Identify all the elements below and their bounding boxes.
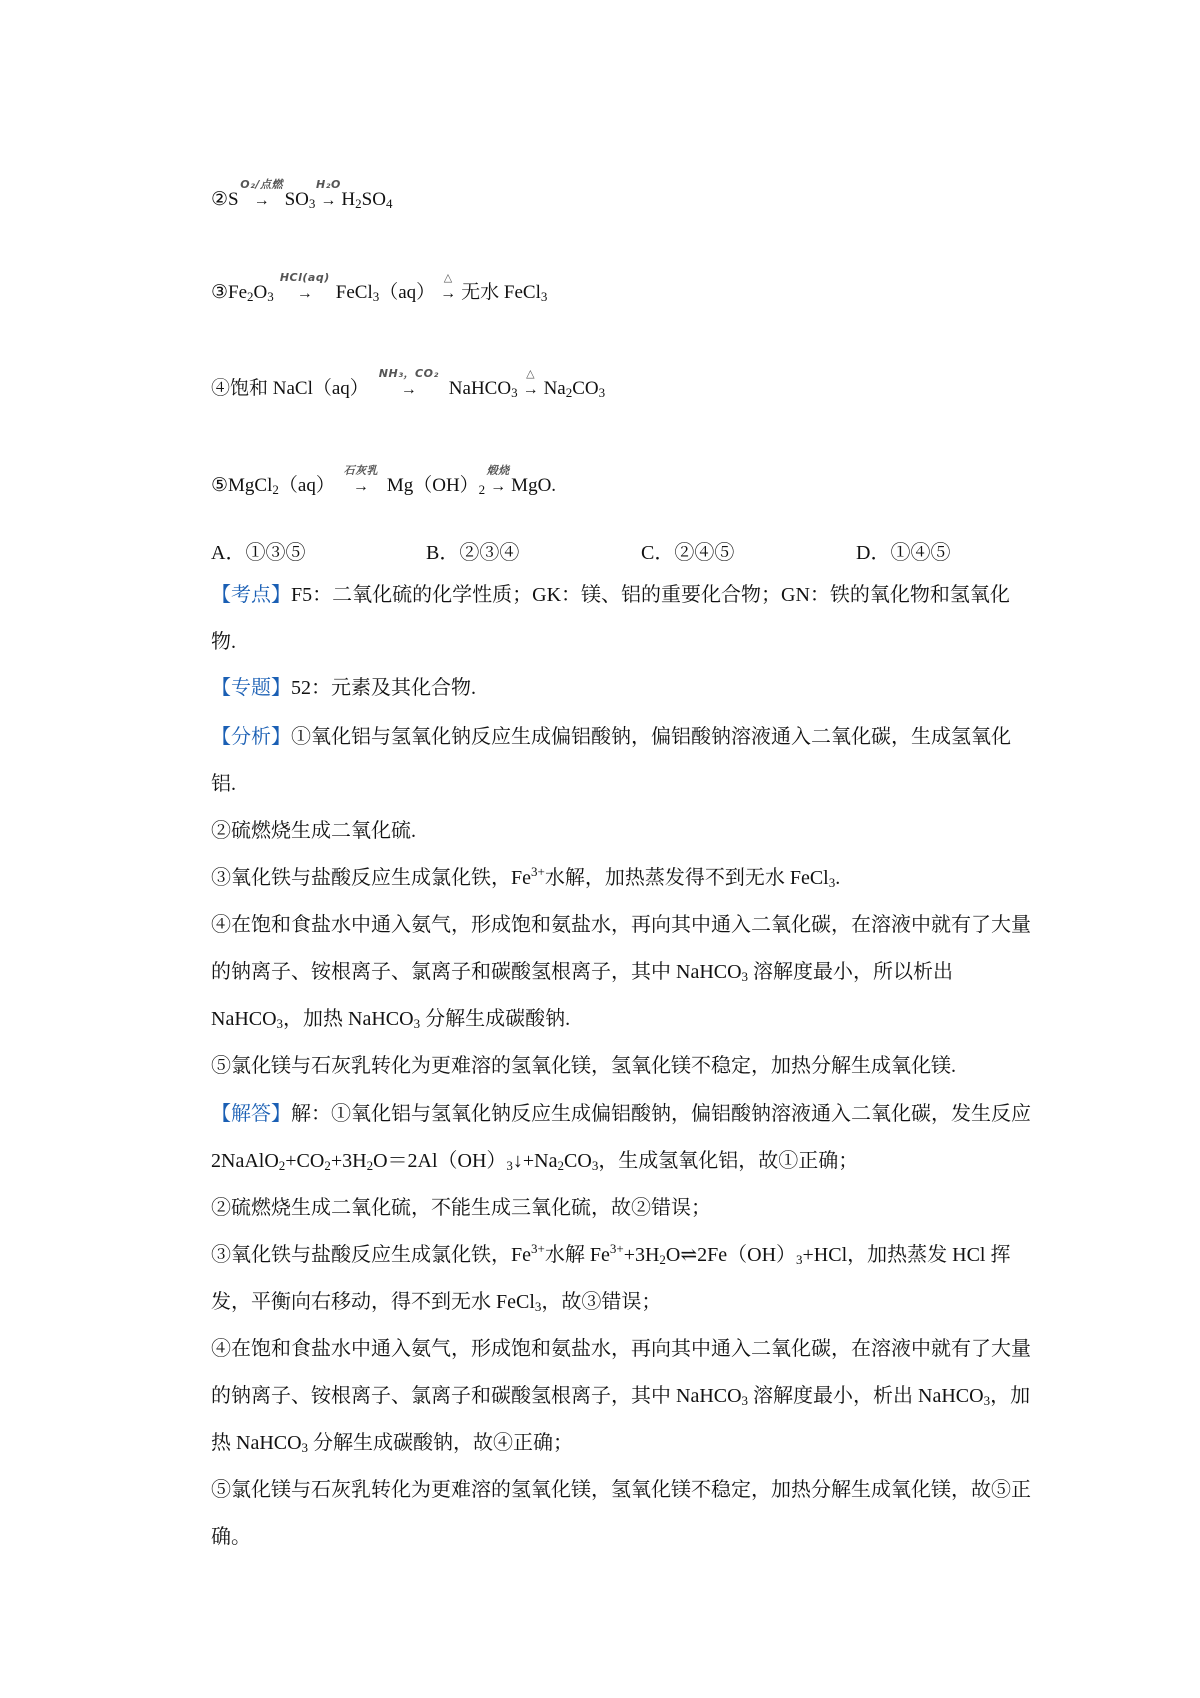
option-b: B．②③④	[426, 542, 520, 564]
kaodian-paragraph: 【考点】F5：二氧化硫的化学性质；GK：镁、铝的重要化合物；GN：铁的氧化物和氢氧化物.	[211, 584, 1010, 653]
zhuanti-tag: 【专题】	[211, 677, 291, 699]
equation-4: ④饱和 NaCl（aq） NH₃，CO₂ → NaHCO$_3$ △ → $Na_2CO_3$	[211, 367, 606, 400]
option-d: D．①④⑤	[856, 542, 951, 564]
fenxi-p5: ⑤氯化镁与石灰乳转化为更难溶的氢氧化镁，氢氧化镁不稳定，加热分解生成氧化镁.	[211, 1055, 956, 1077]
jieda-p4: ④在饱和食盐水中通入氨气，形成饱和氨盐水，再向其中通入二氧化碳，在溶液中就有了大量的钠离子、铵根离子、氯离子和碳酸氢根离子，其中 NaHCO$_3$ 溶解度最小，析出 NaHCO$_3$，加热 NaHCO$_3$ 分解生成碳酸钠，故④正确；	[211, 1338, 1031, 1455]
arrow-3: HCl(aq) →	[279, 271, 330, 302]
arrow-6: △ →	[522, 367, 539, 398]
arrow-7: 石灰乳 →	[343, 464, 379, 495]
fenxi-p2: ②硫燃烧生成二氧化硫.	[211, 820, 416, 842]
arrow-2: H₂O →	[315, 178, 341, 209]
fenxi-p4: ④在饱和食盐水中通入氨气，形成饱和氨盐水，再向其中通入二氧化碳，在溶液中就有了大量的钠离子、铵根离子、氯离子和碳酸氢根离子，其中 NaHCO$_3$ 溶解度最小，所以析出 NaHCO$_3$，加热 NaHCO$_3$ 分解生成碳酸钠.	[211, 914, 1031, 1031]
jieda-tag: 【解答】	[211, 1103, 291, 1125]
arrow-5: NH₃，CO₂ →	[378, 367, 439, 398]
jieda-p5: ⑤氯化镁与石灰乳转化为更难溶的氢氧化镁，氢氧化镁不稳定，加热分解生成氧化镁，故⑤正确。	[211, 1479, 1031, 1548]
arrow-4: △ →	[440, 271, 457, 302]
fenxi-p3: ③氧化铁与盐酸反应生成氯化铁，$Fe^{3+}$水解，加热蒸发得不到无水 FeCl$_3$.	[211, 864, 841, 890]
kaodian-tag: 【考点】	[211, 584, 291, 606]
fenxi-p1: 【分析】①氧化铝与氢氧化钠反应生成偏铝酸钠，偏铝酸钠溶液通入二氧化碳，生成氢氧化铝.	[211, 726, 1011, 795]
answer-options	[211, 536, 1071, 565]
zhuanti-paragraph: 【专题】52：元素及其化合物.	[211, 677, 476, 699]
jieda-p2: ②硫燃烧生成二氧化硫，不能生成三氧化硫，故②错误；	[211, 1197, 711, 1219]
arrow-8: 煅烧 →	[486, 464, 510, 495]
jieda-p1: 【解答】解：①氧化铝与氢氧化钠反应生成偏铝酸钠，偏铝酸钠溶液通入二氧化碳，发生反应 $2NaAlO_2+CO_2+3H_2O=2Al(OH)_3↓+Na_2CO_3$，生成氢氧化铝，故①正确；	[211, 1103, 1031, 1173]
fenxi-tag: 【分析】	[211, 726, 291, 748]
option-a: A．①③⑤	[211, 542, 306, 564]
jieda-p3: ③氧化铁与盐酸反应生成氯化铁，$Fe^{3+}$水解 $Fe^{3+}+3H_2O\rightleftharpoons 2Fe(OH)_3+HCl$，加热蒸发 HCl 挥发，平衡向右移动，得不到无水 FeCl$_3$，故③错误；	[211, 1241, 1011, 1314]
arrow-1: O₂/点燃 →	[240, 178, 283, 209]
equation-5: ⑤MgCl$_2$（aq） 石灰乳 → $Mg(OH)_2$ 煅烧 → MgO.	[211, 464, 557, 497]
option-c: C．②④⑤	[641, 542, 735, 564]
equation-3: $③Fe_2O_3$ HCl(aq) → FeCl$_3$（aq） △ → 无水 FeCl$_3$	[211, 271, 548, 304]
equation-2: ②S O₂/点燃 → $SO_3$ H₂O → $H_2SO_4$	[211, 178, 393, 211]
